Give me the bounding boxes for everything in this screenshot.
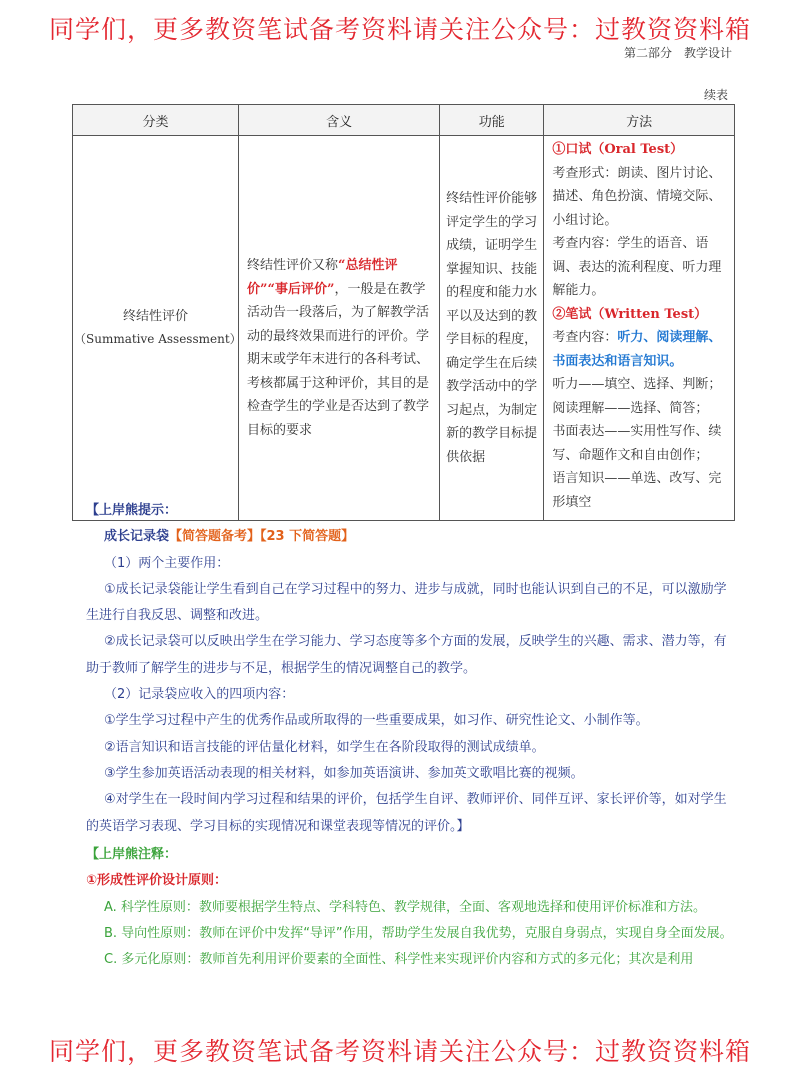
meaning-cell <box>238 136 439 521</box>
note-c-label: C. 多元化原则： <box>104 952 200 968</box>
note-b-label: B. 导向性原则： <box>104 925 200 941</box>
header-meaning: 含义 <box>238 105 439 136</box>
meaning-pre: 终结性评价又称 <box>246 258 338 273</box>
note-b <box>86 921 736 947</box>
function-cell <box>440 136 544 521</box>
method-written-title: ②笔试（Written Test） <box>552 306 708 322</box>
method-cell <box>544 136 735 521</box>
note-a-label: A. 科学性原则： <box>104 899 199 915</box>
meaning-term1: “总结性评价” <box>246 258 398 297</box>
note-b-text: 教师在评价中发挥“导评”作用，帮助学生发展自我优势，克服自身弱点，实现自身全面发展。 <box>199 925 733 941</box>
note-title: ①形成性评价设计原则： <box>86 873 228 889</box>
tip-s2-3: ③学生参加英语活动表现的相关材料，如参加英语演讲、参加英文歌唱比赛的视频。 <box>104 765 584 781</box>
note-c <box>86 947 736 973</box>
top-banner: 同学们，更多教资笔试备考资料请关注公众号：过教资资料箱 <box>48 15 751 44</box>
tip-s1: （1）两个主要作用： <box>104 555 230 571</box>
table-header-row <box>73 105 735 136</box>
tip-s2-2: ②语言知识和语言技能的评估量化材料，如学生在各阶段取得的测试成绩单。 <box>104 739 545 755</box>
section-label: 第二部分 教学设计 <box>623 46 732 60</box>
header-function: 功能 <box>440 105 544 136</box>
header-category: 分类 <box>73 105 239 136</box>
meaning-post: ，一般是在教学活动告一段落后，为了解教学活动的最终效果而进行的评价。学期末或学年末进行的各科考试、考核都属于这种评价，其目的是检查学生的学业是否达到了教学目标的要求 <box>246 281 429 438</box>
method-written-highlight: 听力、阅读理解、书面表达和语言知识。 <box>552 330 722 369</box>
method-reading: 阅读理解——选择、简答； <box>552 400 709 416</box>
note-c-text: 教师首先利用评价要素的全面性、科学性来实现评价内容和方式的多元化；其次是利用 <box>199 952 694 968</box>
method-written-content <box>552 326 726 373</box>
method-oral-forms: 考查形式：朗读、图片讨论、描述、角色扮演、情境交际、小组讨论。 <box>552 165 722 228</box>
tip-title-pre: 成长记录袋 <box>104 529 170 545</box>
tip-s1-2: ②成长记录袋可以反映出学生在学习能力、学习态度等多个方面的发展，反映学生的兴趣、需求、潜力等，有助于教师了解学生的进步与不足，根据学生的情况调整自己的教学。 <box>86 634 727 676</box>
note-heading: 【上岸熊注释： <box>86 847 178 862</box>
tip-heading: 【上岸熊提示： <box>86 503 178 518</box>
evaluation-table <box>72 104 735 521</box>
category-cn: 终结性评价 <box>122 308 188 324</box>
note-a <box>86 895 736 921</box>
method-written-pre: 考查内容： <box>552 330 618 345</box>
bottom-banner: 同学们，更多教资笔试备考资料请关注公众号：过教资资料箱 <box>48 1037 751 1066</box>
method-oral-content: 考查内容：学生的语音、语调、表达的流利程度、听力理解能力。 <box>552 236 722 298</box>
function-text: 终结性评价能够评定学生的学习成绩，证明学生掌握知识、技能的程度和能力水平以及达到的教学目标的程度，确定学生在后续教学活动中的学习起点，为制定新的教学目标提供依据 <box>446 191 538 465</box>
tip-s2-1: ①学生学习过程中产生的优秀作品或所取得的一些重要成果，如习作、研究性论文、小制作等。 <box>104 713 649 729</box>
tip-s2: （2）记录袋应收入的四项内容： <box>104 687 295 703</box>
method-language: 语言知识——单选、改写、完形填空 <box>552 471 722 510</box>
tip-title <box>86 524 736 550</box>
tip-title-tag: 【简答题备考】【23 下简答题】 <box>169 529 355 545</box>
category-cell <box>73 136 242 521</box>
category-en: （Summative Assessment） <box>74 332 242 346</box>
tip-s1-1: ①成长记录袋能让学生看到自己在学习过程中的努力、进步与成就，同时也能认识到自己的不足，可以激励学生进行自我反思、调整和改进。 <box>86 581 727 624</box>
tip-section <box>86 498 736 840</box>
method-writing: 书面表达——实用性写作、续写、命题作文和自由创作； <box>552 424 722 463</box>
continued-label: 续表 <box>703 88 728 102</box>
method-oral-title: ①口试（Oral Test） <box>552 142 684 157</box>
note-a-text: 教师要根据学生特点、学科特色、教学规律，全面、客观地选择和使用评价标准和方法。 <box>198 899 706 915</box>
note-section <box>86 842 736 973</box>
table-row <box>73 136 735 521</box>
tip-s2-4: ④对学生在一段时间内学习过程和结果的评价，包括学生自评、教师评价、同伴互评、家长评价等，如对学生的英语学习表现、学习目标的实现情况和课堂表现等情况的评价。】 <box>86 792 727 834</box>
meaning-term2: “事后评价” <box>267 281 335 297</box>
method-listening: 听力——填空、选择、判断； <box>552 377 722 392</box>
header-method: 方法 <box>544 105 735 136</box>
